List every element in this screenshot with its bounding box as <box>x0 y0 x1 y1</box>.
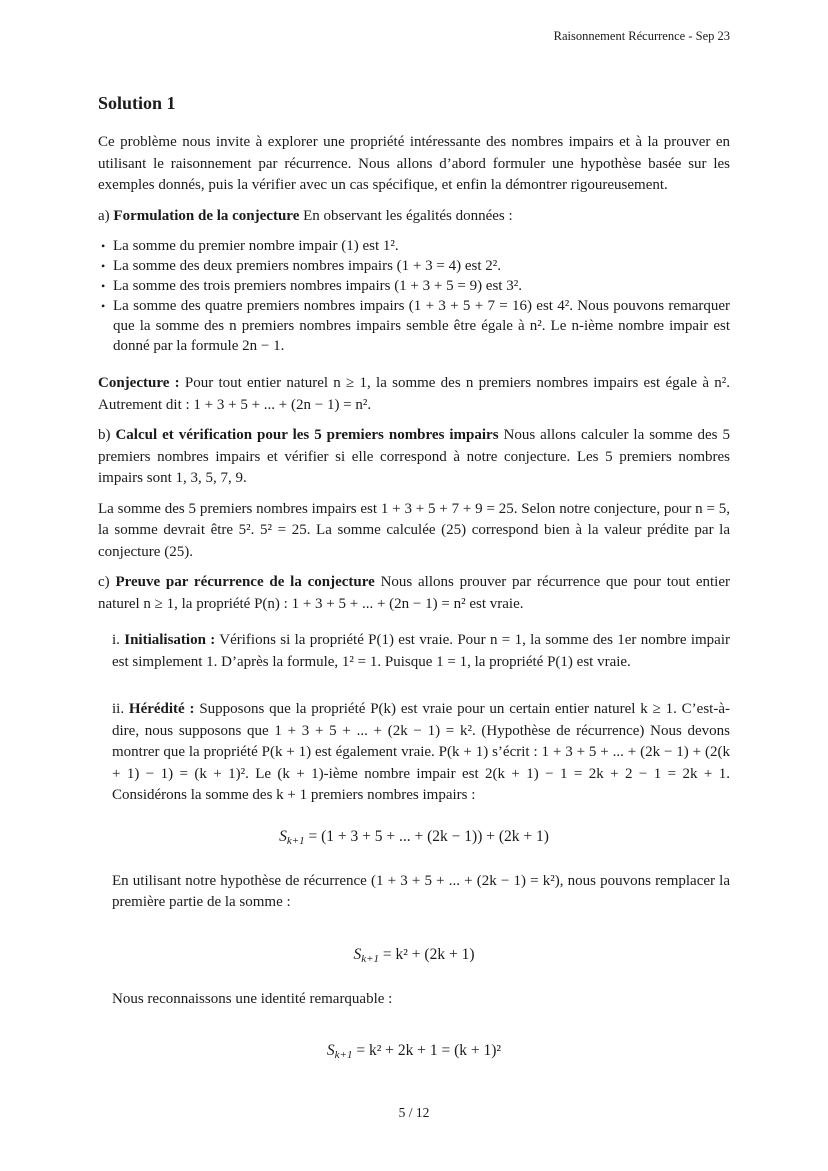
section-c-heading: Preuve par récurrence de la conjecture <box>115 574 375 590</box>
equation-body: = k² + (2k + 1) <box>379 945 475 963</box>
section-c-paragraph <box>98 572 730 615</box>
section-b-paragraph <box>98 425 730 490</box>
equation-sum-expansion <box>98 827 730 851</box>
heredite-heading: Hérédité : <box>128 701 195 717</box>
equation-body: = k² + 2k + 1 = (k + 1)² <box>352 1042 502 1059</box>
equation-body: = (1 + 3 + 5 + ... + (2k − 1)) + (2k + 1) <box>304 827 549 845</box>
equation-substitution <box>98 945 730 969</box>
section-b-heading: Calcul et vérification pour les 5 premiers nombres impairs <box>115 427 499 443</box>
section-b-prefix: b) <box>98 427 116 443</box>
list-item: • La somme des quatre premiers nombres impairs (1 + 3 + 5 + 7 = 16) est 4². Nous pouvons remarquer que la somme des n premiers nombres impairs semble être égale à n². Le n-ième nombre impair est donné par la formule 2n − 1. <box>98 296 730 356</box>
conjecture-heading: Conjecture : <box>98 375 180 391</box>
heredite-step <box>112 699 730 807</box>
proof-section <box>112 615 730 1065</box>
identity-paragraph: Nous reconnaissons une identité remarquable : <box>112 990 393 1007</box>
section-a-heading: Formulation de la conjecture <box>113 207 300 224</box>
page-title: Solution 1 <box>98 93 176 113</box>
equation-variable: S <box>326 1042 335 1059</box>
heredite-prefix: ii. <box>112 701 129 717</box>
list-item: • La somme des deux premiers nombres impairs (1 + 3 = 4) est 2². <box>98 256 730 276</box>
section-c-prefix: c) <box>98 574 116 590</box>
heredite-text: Supposons que la propriété P(k) est vraie pour un certain entier naturel k ≥ 1. C’est-à-dire, nous supposons que 1 + 3 + 5 + ... + (2k − 1) = k². (Hypothèse de récurrence) Nous devons montrer que la propriété P(k + 1) est également vraie. P(k + 1) s’écrit : 1 + 3 + 5 + ... + (2k − 1) + (2(k + 1) − 1) = (k + 1)². Le (k + 1)-ième nombre impair est 2(k + 1) − 1 = 2k + 2 − 1 = 2k + 1. Considérons la somme des k + 1 premiers nombres impairs : <box>112 701 730 803</box>
conjecture-paragraph <box>98 373 730 416</box>
section-a-prefix: a) <box>98 207 114 224</box>
equation-subscript: k+1 <box>286 834 305 847</box>
hypothesis-paragraph: En utilisant notre hypothèse de récurrence (1 + 3 + 5 + ... + (2k − 1) = k²), nous pouvons remplacer la première partie de la somme : <box>112 872 730 910</box>
initialisation-text: Vérifions si la propriété P(1) est vraie. Pour n = 1, la somme des 1er nombre impair est simplement 1. D’après la formule, 1² = 1. Puisque 1 = 1, la propriété P(1) est vraie. <box>112 632 730 670</box>
list-item: • La somme du premier nombre impair (1) est 1². <box>98 236 730 256</box>
verification-paragraph: La somme des 5 premiers nombres impairs est 1 + 3 + 5 + 7 + 9 = 25. Selon notre conjecture, pour n = 5, la somme devrait être 5². 5² = 25. La somme calculée (25) correspond bien à la valeur prédite par la conjecture (25). <box>98 500 730 560</box>
equation-subscript: k+1 <box>334 1049 353 1061</box>
initialisation-step <box>112 630 730 673</box>
header-title: Raisonnement Récurrence - Sep 23 <box>553 29 730 43</box>
page-number: 5 / 12 <box>398 1105 430 1120</box>
intro-paragraph: Ce problème nous invite à explorer une propriété intéressante des nombres impairs et à la prouver en utilisant le raisonnement par récurrence. Nous allons d’abord formuler une hypothèse basée sur les exemples donnés, puis la vérifier avec un cas spécifique, et enfin la démontrer rigoureusement. <box>98 134 730 193</box>
equation-variable: S <box>353 945 362 963</box>
section-a-text: En observant les égalités données : <box>299 207 513 224</box>
observations-list <box>98 236 730 356</box>
page-footer <box>98 1104 730 1121</box>
equation-subscript: k+1 <box>361 952 380 965</box>
equation-variable: S <box>279 827 287 845</box>
initialisation-heading: Initialisation : <box>124 632 216 648</box>
equation-identity-result <box>98 1041 730 1065</box>
list-item: • La somme des trois premiers nombres impairs (1 + 3 + 5 = 9) est 3². <box>98 276 730 296</box>
initialisation-prefix: i. <box>112 632 125 648</box>
section-c-text: Nous allons prouver par récurrence que pour tout entier naturel n ≥ 1, la propriété P(n) : 1 + 3 + 5 + ... + (2n − 1) = n² est vraie. <box>98 574 730 612</box>
section-a-paragraph <box>98 206 730 228</box>
page-header <box>98 28 730 44</box>
conjecture-text: Pour tout entier naturel n ≥ 1, la somme des n premiers nombres impairs est égale à n². Autrement dit : 1 + 3 + 5 + ... + (2n − 1) = n². <box>98 375 730 413</box>
section-b-text: Nous allons calculer la somme des 5 premiers nombres impairs et vérifier si elle correspond à notre conjecture. Les 5 premiers nombres impairs sont 1, 3, 5, 7, 9. <box>98 427 730 486</box>
